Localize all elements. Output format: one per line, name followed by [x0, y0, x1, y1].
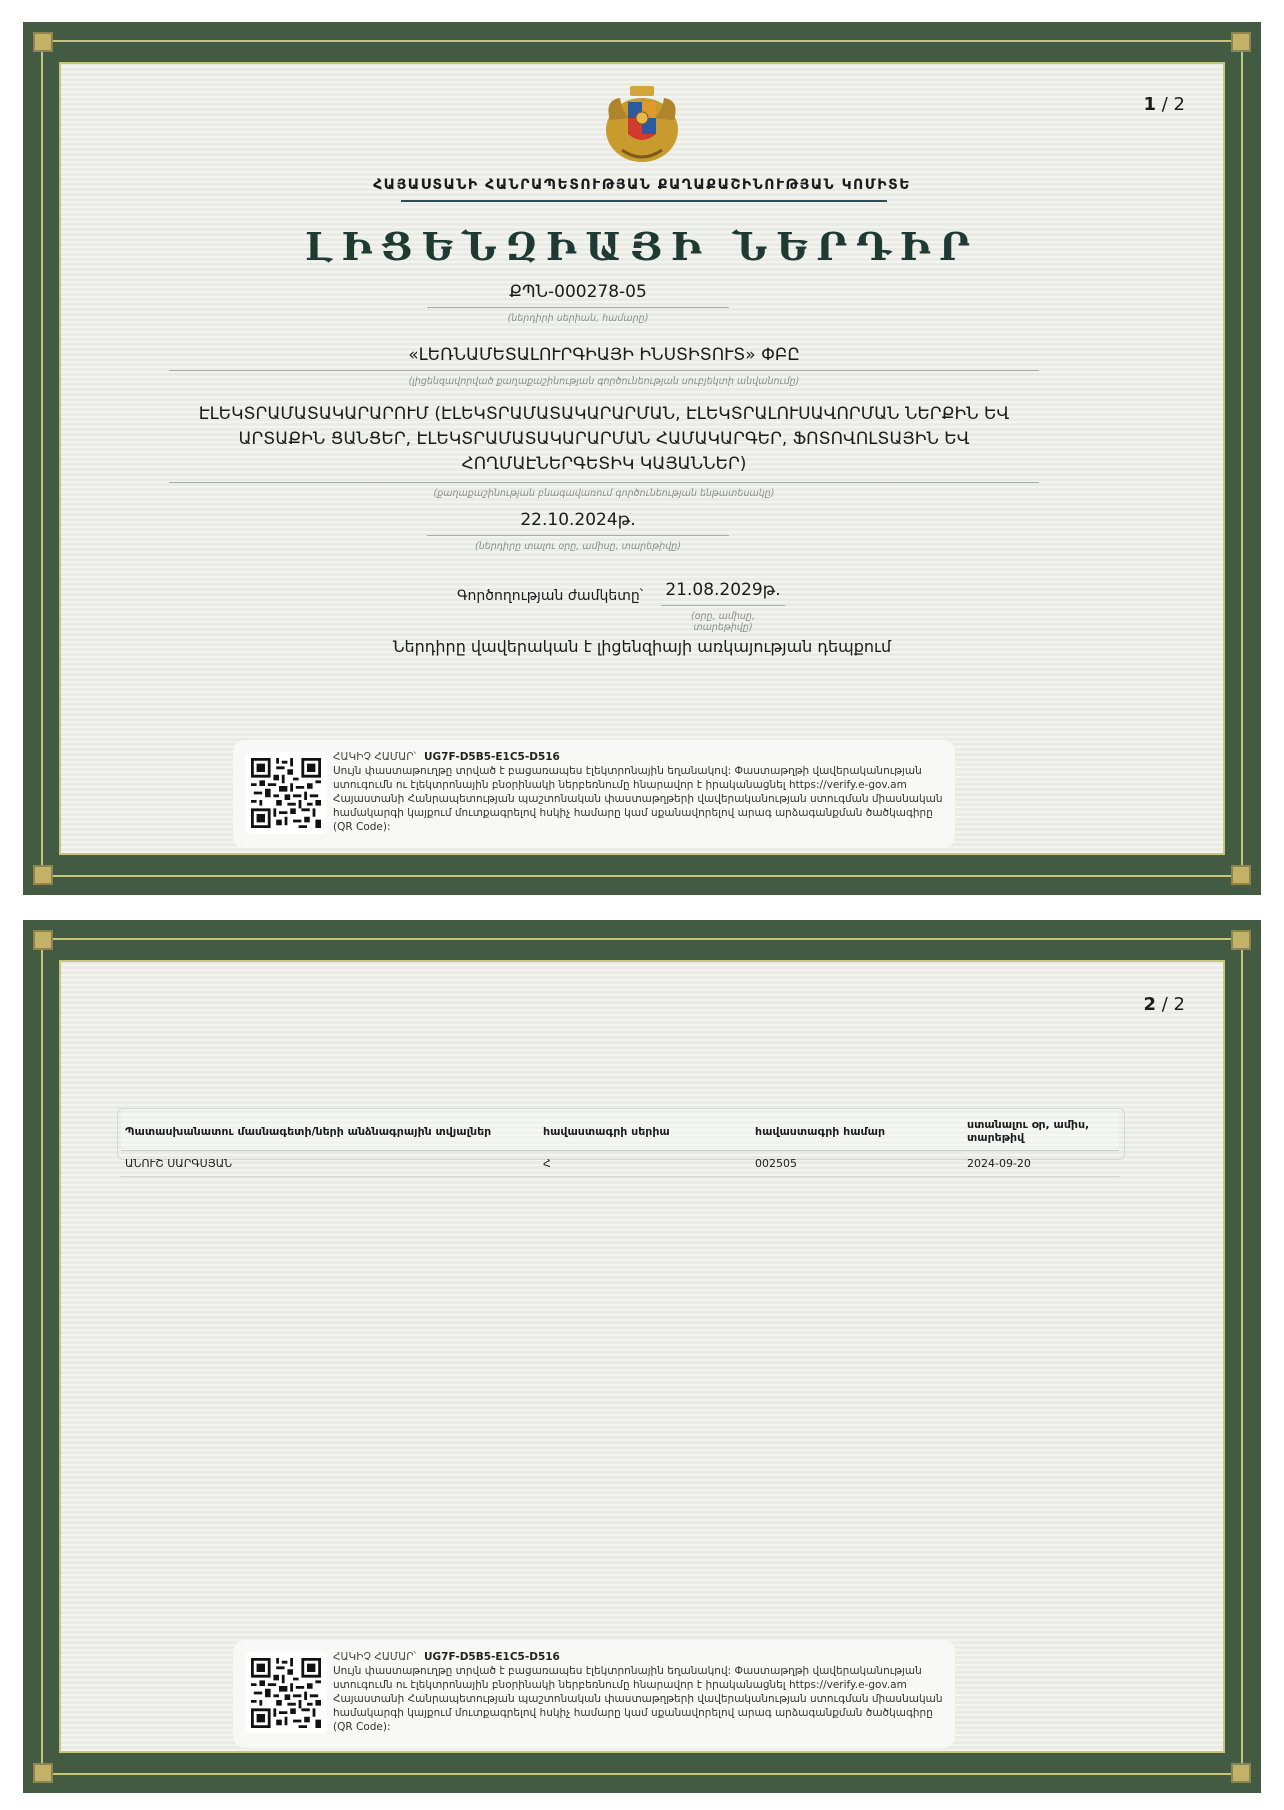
code-label: ՀԱԿԻՉ ՀԱՄԱՐ՝ — [333, 1651, 417, 1663]
issue-date-caption: (ներդիրը տալու օրը, ամիսը, տարեթիվը) — [474, 541, 681, 552]
corner-ornament — [1231, 865, 1251, 885]
corner-ornament — [33, 1763, 53, 1783]
qr-code-icon — [251, 758, 321, 828]
table-row — [121, 1151, 1119, 1177]
verification-text-block — [333, 750, 943, 834]
validity-note: Ներդիրը վավերական է լիցենզիայի առկայության դեպքում — [392, 637, 892, 656]
divider — [401, 200, 887, 202]
column-header: հավաստագրի համար — [751, 1112, 963, 1151]
table-cell: Հ — [539, 1151, 751, 1177]
verification-instructions: Սույն փաստաթուղթը տրված է բացառապես էլեկտրոնային եղանակով: Փաստաթղթի վավերականության ստուգումն ու էլեկտրոնային բնօրինակի ներբեռնումը հնարավոր է իրականացնել https://verify.e-gov.am Հայաստանի Հանրապետության պաշտոնական փաստաթղթերի վավերականության ստուգման միասնական համակարգի կայքում մուտքագրելով հսկիչ համարը կամ սքանավորելով արագ արձագանքման ծածկագիրը (QR Code): — [333, 765, 943, 833]
certificate-page-2 — [23, 920, 1261, 1793]
certificate-body — [59, 62, 1225, 855]
page-number: 2 / 2 — [1143, 994, 1185, 1015]
coat-of-arms-icon — [600, 80, 684, 168]
activity-caption: (քաղաքաշինության բնագավառում գործունեության ենթատեսակը) — [433, 488, 775, 499]
issue-date-field — [427, 510, 729, 552]
corner-ornament — [33, 930, 53, 950]
certificate-page-1 — [23, 22, 1261, 895]
activity-description: ԷԼԵԿՏՐԱՄԱՏԱԿԱՐԱՐՈՒՄ (ԷԼԵԿՏՐԱՄԱՏԱԿԱՐԱՐՄԱՆ, ԷԼԵԿՏՐԱԼՈՒՍԱՎՈՐՄԱՆ ՆԵՐՔԻՆ ԵՎ ԱՐՏԱՔԻՆ ՑԱՆՑԵՐ, ԷԼԵԿՏՐԱՄԱՏԱԿԱՐԱՐՄԱՆ ՀԱՄԱԿԱՐԳԵՐ, ՖՈՏՈՎՈԼՏԱՅԻՆ ԵՎ ՀՈՂՄԱԷՆԵՐԳԵՏԻԿ ԿԱՅԱՆՆԵՐ) — [169, 402, 1039, 483]
corner-ornament — [1231, 1763, 1251, 1783]
qr-code-icon — [251, 1658, 321, 1728]
corner-ornament — [33, 865, 53, 885]
certificate-body — [59, 960, 1225, 1753]
validity-field — [661, 580, 785, 633]
table-cell: 2024-09-20 — [963, 1151, 1119, 1177]
code-label: ՀԱԿԻՉ ՀԱՄԱՐ՝ — [333, 751, 417, 763]
organization-field — [169, 345, 1039, 387]
table-cell: 002505 — [751, 1151, 963, 1177]
specialists-table — [121, 1112, 1119, 1177]
table-header-row — [121, 1112, 1119, 1151]
activity-field — [169, 402, 1039, 499]
verification-instructions: Սույն փաստաթուղթը տրված է բացառապես էլեկտրոնային եղանակով: Փաստաթղթի վավերականության ստուգումն ու էլեկտրոնային բնօրինակի ներբեռնումը հնարավոր է իրականացնել https://verify.e-gov.am Հայաստանի Հանրապետության պաշտոնական փաստաթղթերի վավերականության ստուգման միասնական համակարգի կայքում մուտքագրելով հսկիչ համարը կամ սքանավորելով արագ արձագանքման ծածկագիրը (QR Code): — [333, 1665, 943, 1733]
verification-text-block — [333, 1650, 943, 1734]
verification-code: UG7F-D5B5-E1C5-D516 — [424, 1651, 560, 1663]
document-title: ԼԻՑԵՆԶԻԱՅԻ ՆԵՐԴԻՐ — [305, 224, 979, 269]
organization-caption: (լիցենզավորված քաղաքաշինության գործունեության սուբյեկտի անվանումը) — [408, 376, 800, 387]
insert-number-field — [427, 282, 729, 324]
issue-date: 22.10.2024թ. — [427, 510, 729, 536]
insert-number-caption: (ներդիրի սերիան, համարը) — [507, 313, 649, 324]
validity-label: Գործողության ժամկետը՝ — [457, 588, 644, 604]
organization-name: «ԼԵՌՆԱՄԵՏԱԼՈՒՐԳԻԱՅԻ ԻՆՍՏԻՏՈՒՏ» ՓԲԸ — [169, 345, 1039, 371]
issuing-authority: ՀԱՅԱՍՏԱՆԻ ՀԱՆՐԱՊԵՏՈՒԹՅԱՆ ՔԱՂԱՔԱՇԻՆՈՒԹՅԱՆ ԿՈՄԻՏԵ — [373, 177, 911, 193]
corner-ornament — [1231, 930, 1251, 950]
qr-code[interactable] — [245, 752, 327, 834]
insert-number: ՔՊՆ-000278-05 — [427, 282, 729, 308]
column-header: ստանալու օր, ամիս, տարեթիվ — [963, 1112, 1119, 1151]
validity-caption: (օրը, ամիսը, տարեթիվը) — [691, 611, 755, 633]
verification-box — [233, 1640, 955, 1748]
page-number: 1 / 2 — [1143, 94, 1185, 115]
corner-ornament — [1231, 32, 1251, 52]
table-cell: ԱՆՈՒՇ ՍԱՐԳՍՅԱՆ — [121, 1151, 539, 1177]
column-header: հավաստագրի սերիա — [539, 1112, 751, 1151]
validity-date: 21.08.2029թ. — [661, 580, 785, 606]
corner-ornament — [33, 32, 53, 52]
column-header: Պատասխանատու մասնագետի/ների անձնագրային տվյալներ — [121, 1112, 539, 1151]
verification-code: UG7F-D5B5-E1C5-D516 — [424, 751, 560, 763]
verification-box — [233, 740, 955, 848]
qr-code[interactable] — [245, 1652, 327, 1734]
